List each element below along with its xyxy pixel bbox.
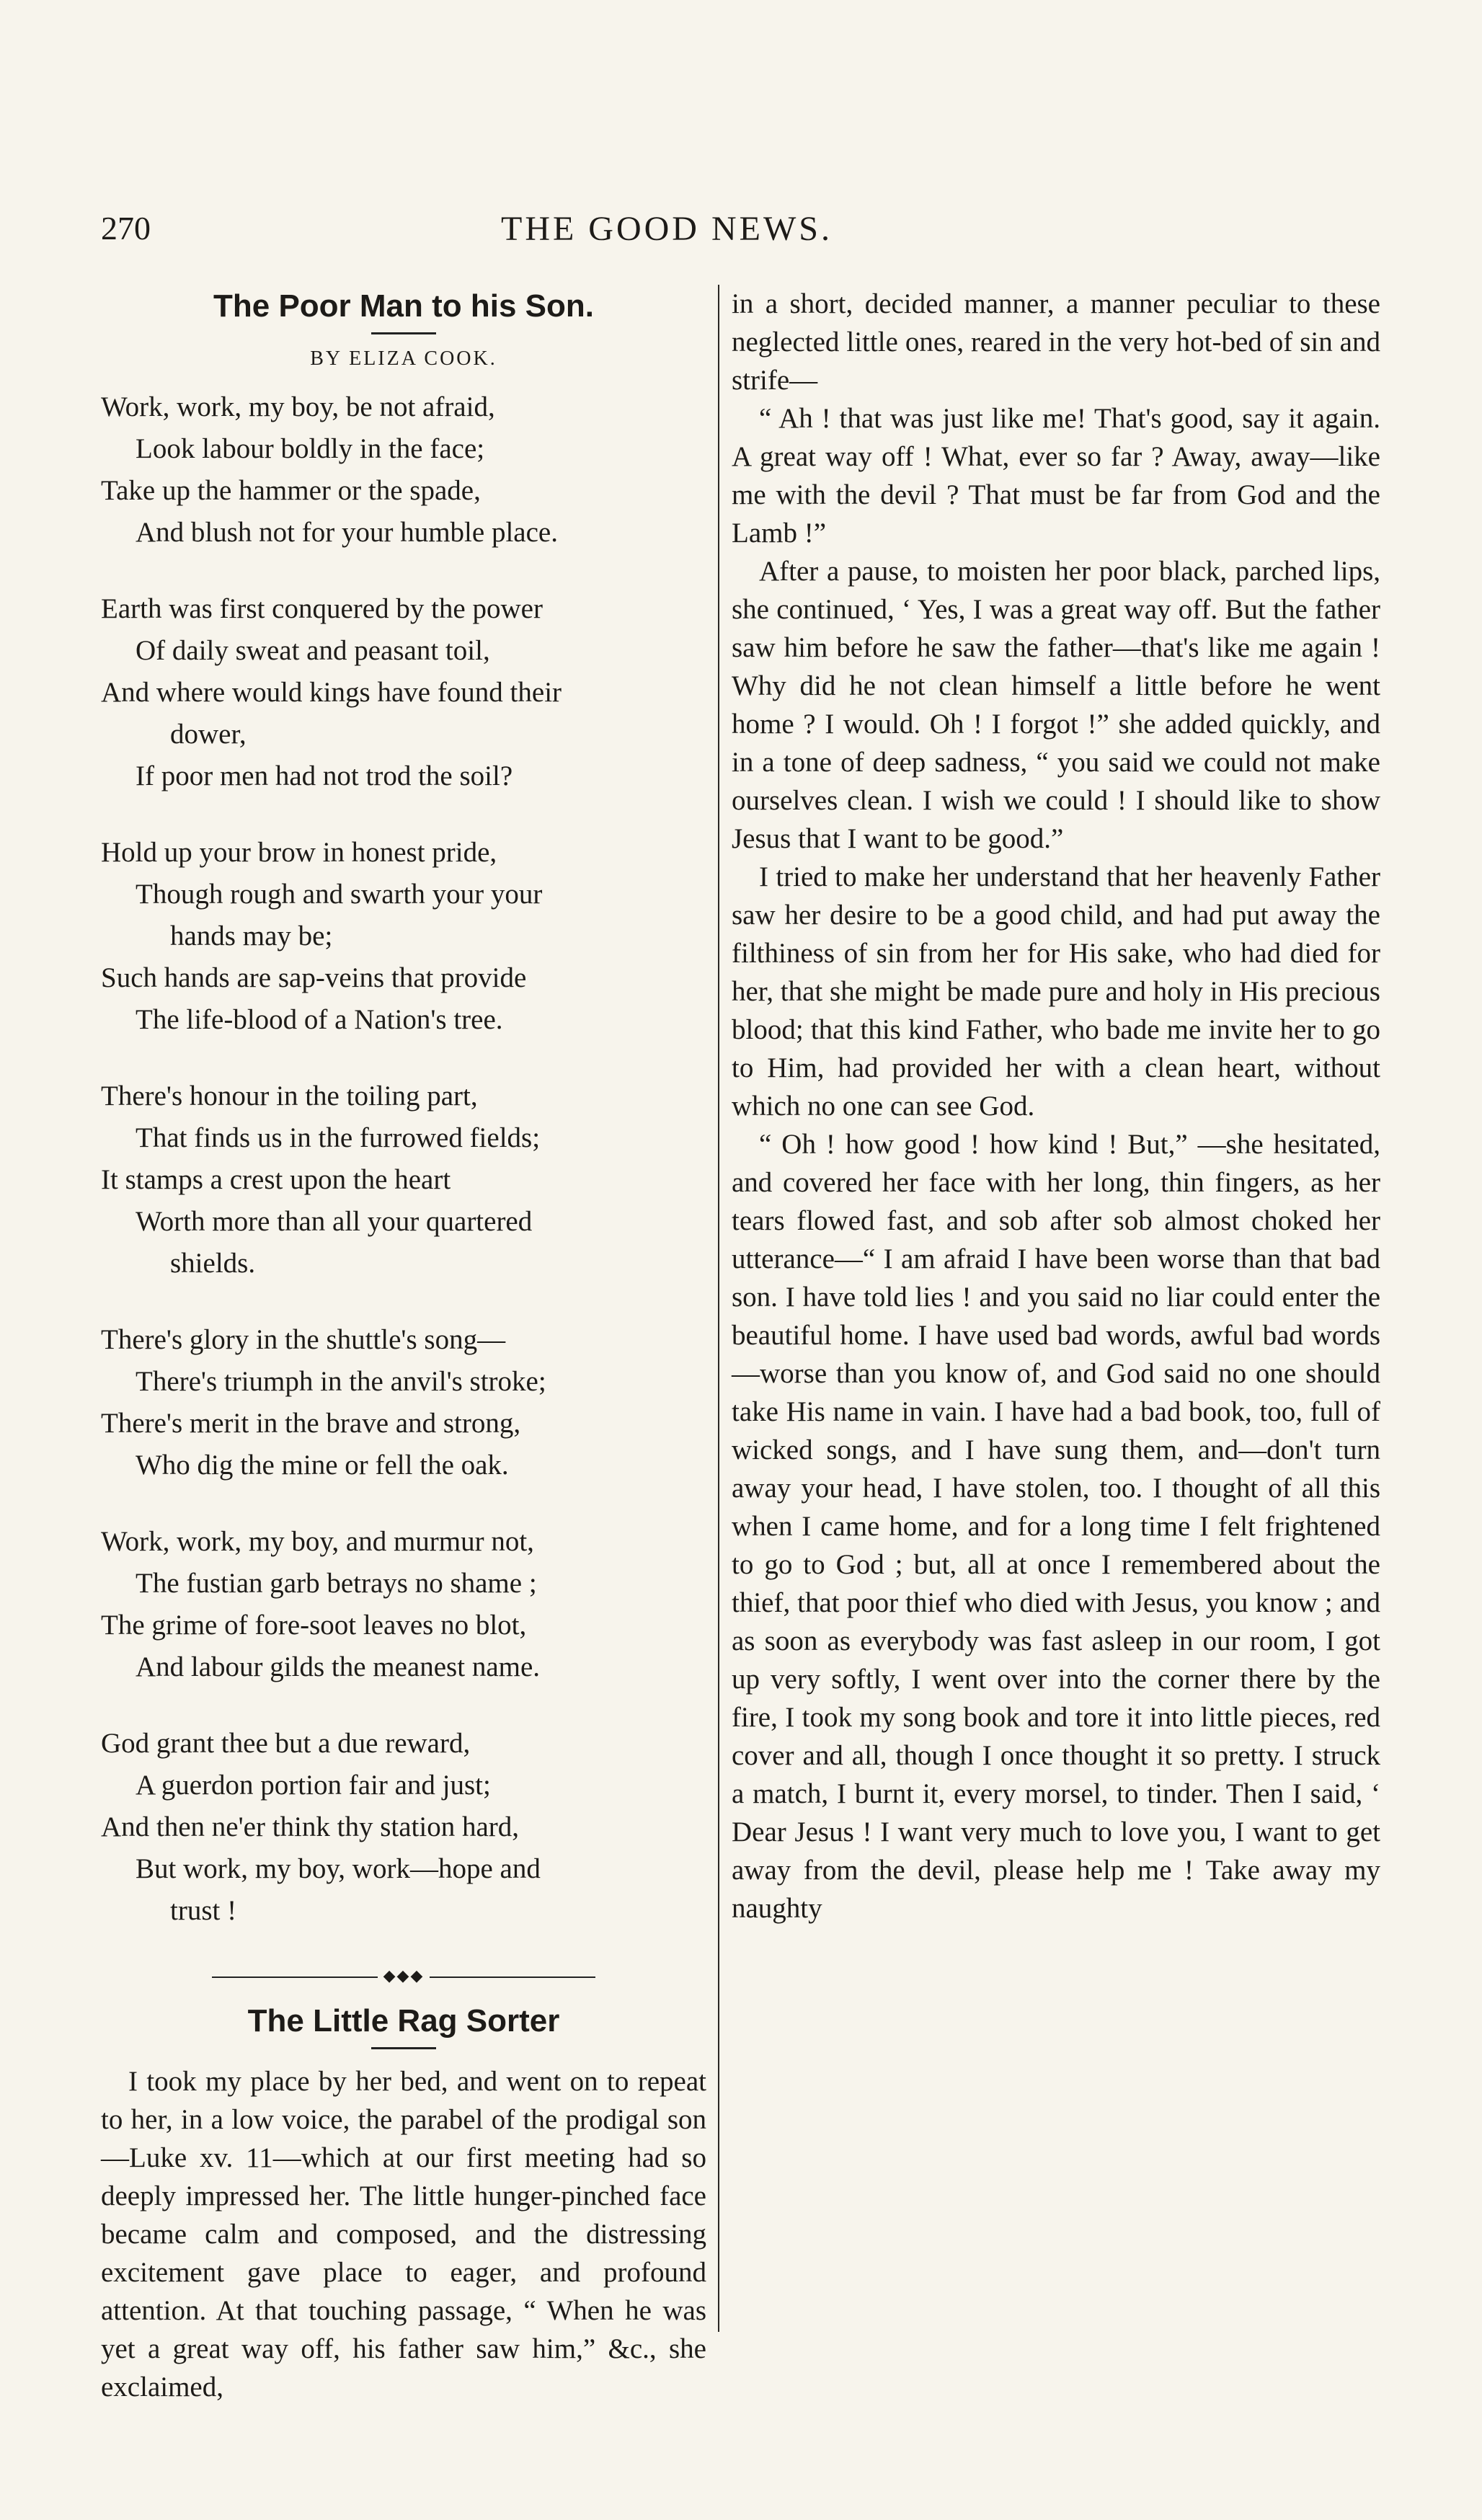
poem-line: Take up the hammer or the spade, [101,475,481,506]
poem-line: Of daily sweat and peasant toil, [136,635,490,666]
poem-line: Look labour boldly in the face; [136,433,485,464]
poem-line: There's triumph in the anvil's stroke; [136,1366,546,1397]
poem-line: The fustian garb betrays no shame ; [136,1568,537,1599]
poem-line: trust ! [170,1895,237,1926]
divider-bar-right [430,1976,595,1978]
story-paragraph: I took my place by her bed, and went on to repeat to her, in a low voice, the parabel of the prodigal son—Luke xv. 11—which at our first meeting had so deeply impressed her. The little hunger-pinched face became calm and composed, and the distressing excitement gave place to eager, and profound attention. At that touching passage, “ When he was yet a great way off, his father saw him,” &c., she exclaimed, [101,2066,706,2403]
poem-stanza [101,1075,706,1285]
poem-stanza [101,832,706,1041]
page-number: 270 [101,210,151,247]
poem-line: If poor men had not trod the soil? [136,760,513,791]
poem-stanza [101,1521,706,1688]
story-paragraph: I tried to make her understand that her heavenly Father saw her desire to be a good child, and had put away the filthiness of sin from her for His sake, who had died for her, that she might be made pure and holy in His precious blood; that this kind Father, who bade me invite her to go to Him, had provided her with a clean heart, without which no one can see God. [732,861,1380,1122]
running-title: THE GOOD NEWS. [501,210,833,248]
story-paragraph: After a pause, to moisten her poor black, parched lips, she continued, ‘ Yes, I was a great way off. But the father saw him before he saw the father—that's like me again ! Why did he not clean himself a little before he went home ? I would. Oh ! I forgot !” she added quickly, and in a tone of deep sadness, “ you said we could not make ourselves clean. I wish we could ! I should like to show Jesus that I want to be good.” [732,556,1380,854]
poem-line: There's glory in the shuttle's song— [101,1324,506,1355]
poem-line: There's merit in the brave and strong, [101,1408,521,1439]
poem-line: hands may be; [170,920,333,951]
section-divider [101,1966,706,1985]
divider-bar-left [212,1976,378,1978]
poem-line: A guerdon portion fair and just; [136,1770,491,1801]
poem-line: The life-blood of a Nation's tree. [136,1004,503,1035]
story-paragraph: in a short, decided manner, a manner peculiar to these neglected little ones, reared in the very hot-bed of sin and strife— [732,288,1380,396]
poem-line: Hold up your brow in honest pride, [101,837,497,868]
poem-line: Work, work, my boy, be not afraid, [101,391,495,422]
poem-line: And where would kings have found their [101,677,562,708]
poem-line: That finds us in the furrowed fields; [136,1122,541,1153]
poem-line: And then ne'er think thy station hard, [101,1811,519,1842]
poem-line: Who dig the mine or fell the oak. [136,1450,509,1481]
poem-line: There's honour in the toiling part, [101,1081,478,1112]
poem-line: Such hands are sap-veins that provide [101,962,527,993]
poem-line: And labour gilds the meanest name. [136,1651,541,1682]
story-paragraph: “ Oh ! how good ! how kind ! But,” —she hesitated, and covered her face with her long, thin fingers, as her tears flowed fast, and sob after sob almost choked her utterance—“ I am afraid I have been worse than that bad son. I have told lies ! and you said no liar could enter the beautiful home. I have used bad words, awful bad words—worse than you know of, and God said no one should take His name in vain. I have had a bad book, too, full of wicked songs, and I have sung them, and—don't turn away your head, I have stolen, too. I thought of all this when I came home, and for a long time I felt frightened to go to God ; but, all at once I remembered about the thief, that poor thief who died with Jesus, you know ; and as soon as everybody was fast asleep in our room, I got up very softly, I went over into the corner there by the fire, I took my song book and tore it into little pieces, red cover and all, though I once thought it so pretty. I struck a match, I burnt it, every morsel, to tinder. Then I said, ‘ Dear Jesus ! I want very much to love you, I want to get away from the devil, please help me ! Take away my naughty [732,1129,1380,1924]
right-column [732,285,1380,1927]
poem-byline: BY ELIZA COOK. [310,347,497,370]
story-paragraph: “ Ah ! that was just like me! That's good, say it again. A great way off ! What, ever so far ? Away, away—like me with the devil ? That must be far from God and the Lamb !” [732,403,1380,549]
poem-line: Work, work, my boy, and murmur not, [101,1526,534,1557]
poem-stanza [101,1723,706,1932]
divider-ornament-icon: ◆◆◆ [383,1966,425,1984]
title-rule [371,332,436,334]
poem-stanza [101,588,706,797]
left-column [101,285,706,2406]
poem-stanza [101,1319,706,1486]
poem-line: God grant thee but a due reward, [101,1728,471,1759]
poem-stanza [101,386,706,554]
poem-line: But work, my boy, work—hope and [136,1853,541,1884]
poem-line: The grime of fore-soot leaves no blot, [101,1610,527,1641]
poem-line: shields. [170,1248,256,1279]
page-header [101,209,887,259]
poem-body [101,386,706,1932]
poem-line: dower, [170,719,247,750]
story-title: The Little Rag Sorter [247,2003,560,2038]
poem-line: And blush not for your humble place. [136,517,558,548]
poem-title: The Poor Man to his Son. [213,288,594,324]
poem-line: Earth was first conquered by the power [101,593,543,624]
story-title-rule [371,2047,436,2049]
poem-line: Though rough and swarth your your [136,879,543,910]
story-left-text [101,2062,706,2406]
column-divider [718,285,719,2332]
poem-line: It stamps a crest upon the heart [101,1164,451,1195]
poem-line: Worth more than all your quartered [136,1206,533,1237]
